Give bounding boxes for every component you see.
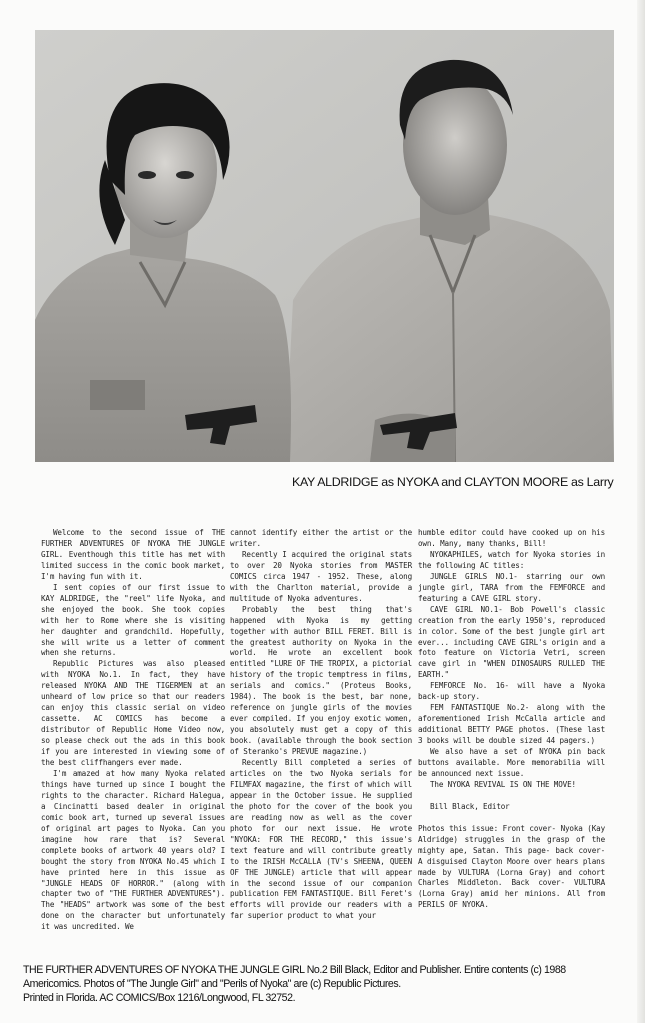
editorial-columns (41, 528, 611, 938)
photo-caption: KAY ALDRIDGE as NYOKA and CLAYTON MOORE as Larry (292, 475, 614, 489)
paragraph: Welcome to the second issue of THE FURTHER ADVENTURES OF NYOKA THE JUNGLE GIRL. Eventhough this title has met with limited success in the comic book market, I'm having fun with it. (41, 528, 225, 581)
paragraph: FEMFORCE No. 16- will have a Nyoka back-up story. (418, 681, 605, 702)
column-2 (230, 528, 412, 922)
paragraph: Probably the best thing that's happened with Nyoka is my getting together with author BILL FERET. Bill is the greatest authority on Nyoka in the world. He wrote an excellent book entitled "LURE OF THE TROPIX, a pictorial history of the tropic temptress in films, serials and comics." (Proteus Books, 1984). The book is the best, bar none, reference on jungle girls of the movies ever compiled. If you enjoy exotic women, you absolutely must get a copy of this book. (available through the book section of Steranko's PREVUE magazine.) (230, 604, 412, 757)
paragraph: The NYOKA REVIVAL IS ON THE MOVE! (430, 779, 576, 789)
paragraph-continued: humble editor could have cooked up on his own. Many, many thanks, Bill! (418, 528, 605, 548)
page-edge (637, 0, 645, 1023)
paragraph: JUNGLE GIRLS NO.1- starring our own jungle girl, TARA from the FEMFORCE and featuring a CAVE GIRL story. (418, 571, 605, 603)
paragraph: Recently I acquired the original stats to over 20 Nyoka stories from MASTER COMICS circa 1947 - 1952. These, along with the Charlton material, provide a multitude of Nyoka adventures. (230, 549, 412, 603)
photo-illustration (35, 30, 614, 462)
paragraph: CAVE GIRL NO.1- Bob Powell's classic creation from the early 1950's, reproduced in color. Some of the best jungle girl art ever... including CAVE GIRL's origin and a foto feature on Victoria Vetri, screen cave girl in "WHEN DINOSAURS RULLED THE EARTH." (418, 604, 605, 680)
film-still-photo (35, 30, 614, 462)
paragraph: Republic Pictures was also pleased with NYOKA No.1. In fact, they have released NYOKA AND THE TIGERMEN at an unheard of low price so that our readers can enjoy this classic serial on video cassette. AC COMICS has become a distributor of Republic Home Video now, so please check out the ads in this book if you are interested in viewing some of the best cliffhangers ever made. (41, 659, 225, 768)
publication-footer (23, 963, 633, 1006)
footer-line: Americomics. Photos of "The Jungle Girl" and "Perils of Nyoka" are (c) Republic Pictures. (23, 978, 401, 991)
paragraph: We also have a set of NYOKA pin back buttons available. More memorabilia will be announced next issue. (418, 747, 605, 778)
footer-line: THE FURTHER ADVENTURES OF NYOKA THE JUNGLE GIRL No.2 Bill Black, Editor and Publisher. Entire contents (c) 1988 (23, 964, 566, 976)
editor-signature: Bill Black, Editor (430, 801, 510, 811)
paragraph: Recently Bill completed a series of articles on the two Nyoka serials for FILMFAX magazine, the first of which will appear in the October issue. He supplied the photo for the cover of the book you are reading now as well as the cover photo for our next issue. He wrote "NYOKA: FOR THE RECORD," this issue's text feature and will contribute greatly to the IRISH McCALLA (TV's SHEENA, QUEEN OF THE JUNGLE) article that will appear in the second issue of our companion publication FEM FANTASTIQUE. Bill Feret's efforts will provide our readers with a far superior product to what your (230, 758, 412, 921)
paragraph-continued: cannot identify either the artist or the writer. (230, 528, 412, 548)
paragraph: I'm amazed at how many Nyoka related things have turned up since I bought the rights to the character. Richard Halegua, a Cincinatti based dealer in original comic book art, turned up several issues of original art pages to Nyoka. Can you imagine how rare that is? Several complete books of artwork 40 years old? I bought the story from NYOKA No.45 which I have printed here in this issue as "JUNGLE HEADS OF HORROR." (along with chapter two of "THE FURTHER ADVENTURES"). The "HEADS" artwork was some of the best done on the character but unfortunately it was uncredited. We (41, 768, 225, 932)
photo-credits: Photos this issue: Front cover- Nyoka (Kay Aldridge) struggles in the grasp of the mighty ape, Satan. This page- back cover- A disguised Clayton Moore over hears plans made by VULTURA (Lorna Gray) and cohort Charles Middleton. Back cover- VULTURA (Lorna Gray) amid her minions. All from PERILS OF NYOKA. (418, 823, 605, 910)
column-3 (418, 528, 605, 911)
paragraph: FEM FANTASTIQUE No.2- along with the aforementioned Irish McCalla article and additional BETTY PAGE photos. (These last 3 books will be double sized 44 pagers.) (418, 703, 605, 746)
paragraph: NYOKAPHILES, watch for Nyoka stories in the following AC titles: (418, 549, 605, 570)
footer-line: Printed in Florida. AC COMICS/Box 1216/Longwood, FL 32752. (23, 992, 296, 1005)
column-1 (41, 528, 225, 933)
paragraph: I sent copies of our first issue to KAY ALDRIDGE, the "reel" life Nyoka, and she enjoyed the book. She took copies with her to Rome where she is visiting her daughter and grandchild. Hopefully, she will write us a letter of comment when she returns. (41, 582, 225, 658)
